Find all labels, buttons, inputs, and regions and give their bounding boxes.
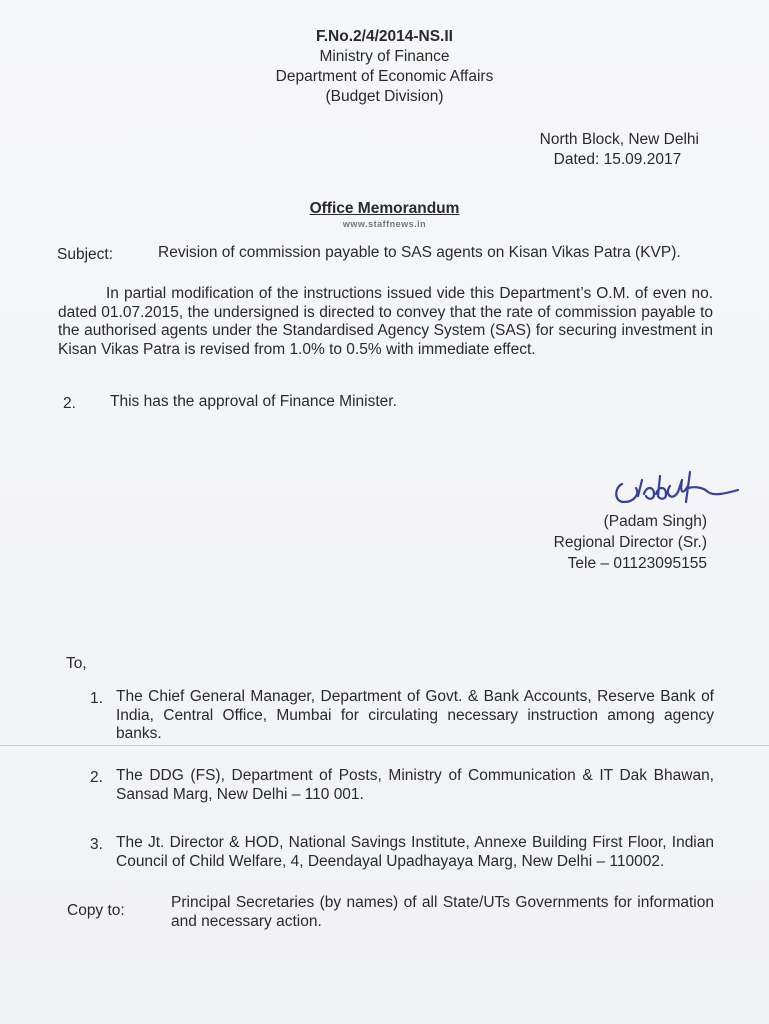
letterhead [0, 27, 769, 107]
subject-label: Subject: [57, 246, 114, 263]
recipient-2-number: 2. [90, 769, 103, 786]
subject-text: Revision of commission payable to SAS agents on Kisan Vikas Patra (KVP). [158, 244, 681, 261]
file-number: F.No.2/4/2014-NS.II [316, 28, 453, 45]
signatory-block [554, 511, 707, 574]
recipient-3-number: 3. [90, 836, 103, 853]
copy-to-label: Copy to: [67, 902, 125, 919]
place-date-block [540, 130, 699, 170]
recipient-1-number: 1. [90, 690, 103, 707]
paragraph-2-number: 2. [63, 395, 76, 412]
body-paragraph-1: In partial modification of the instructions issued vide this Department’s O.M. of even no. dated 01.07.2015, the undersigned is directed to convey that the rate of commission payable to the authorised agents under the Standardised Agency System (SAS) for securing investment in Kisan Vikas Patra is revised from 1.0% to 0.5% with immediate effect. [58, 285, 713, 358]
paragraph-2-text: This has the approval of Finance Minister. [110, 393, 397, 410]
department-name: Department of Economic Affairs [275, 68, 494, 85]
to-label: To, [66, 655, 87, 672]
ministry-name: Ministry of Finance [319, 48, 450, 65]
recipient-1-text: The Chief General Manager, Department of Govt. & Bank Accounts, Reserve Bank of India, Central Office, Mumbai for circulating necessary instruction among agency banks. [116, 688, 714, 742]
copy-to-text: Principal Secretaries (by names) of all State/UTs Governments for information and necessary action. [171, 894, 714, 930]
handwritten-signature [608, 466, 758, 516]
memo-title: Office Memorandum [309, 200, 460, 217]
scan-fold-line [0, 745, 769, 746]
watermark: www.staffnews.in [342, 219, 427, 229]
place: North Block, New Delhi [539, 131, 699, 148]
signatory-telephone: Tele – 01123095155 [567, 555, 707, 572]
date: Dated: 15.09.2017 [553, 151, 682, 168]
division-name: (Budget Division) [325, 88, 444, 105]
recipient-3-text: The Jt. Director & HOD, National Savings Institute, Annexe Building First Floor, Indian Council of Child Welfare, 4, Deendayal Upadhayaya Marg, New Delhi – 110002. [116, 834, 714, 870]
signatory-designation: Regional Director (Sr.) [553, 534, 707, 551]
signatory-name: (Padam Singh) [603, 513, 707, 530]
recipient-2-text: The DDG (FS), Department of Posts, Ministry of Communication & IT Dak Bhawan, Sansad Marg, New Delhi – 110 001. [116, 767, 714, 803]
